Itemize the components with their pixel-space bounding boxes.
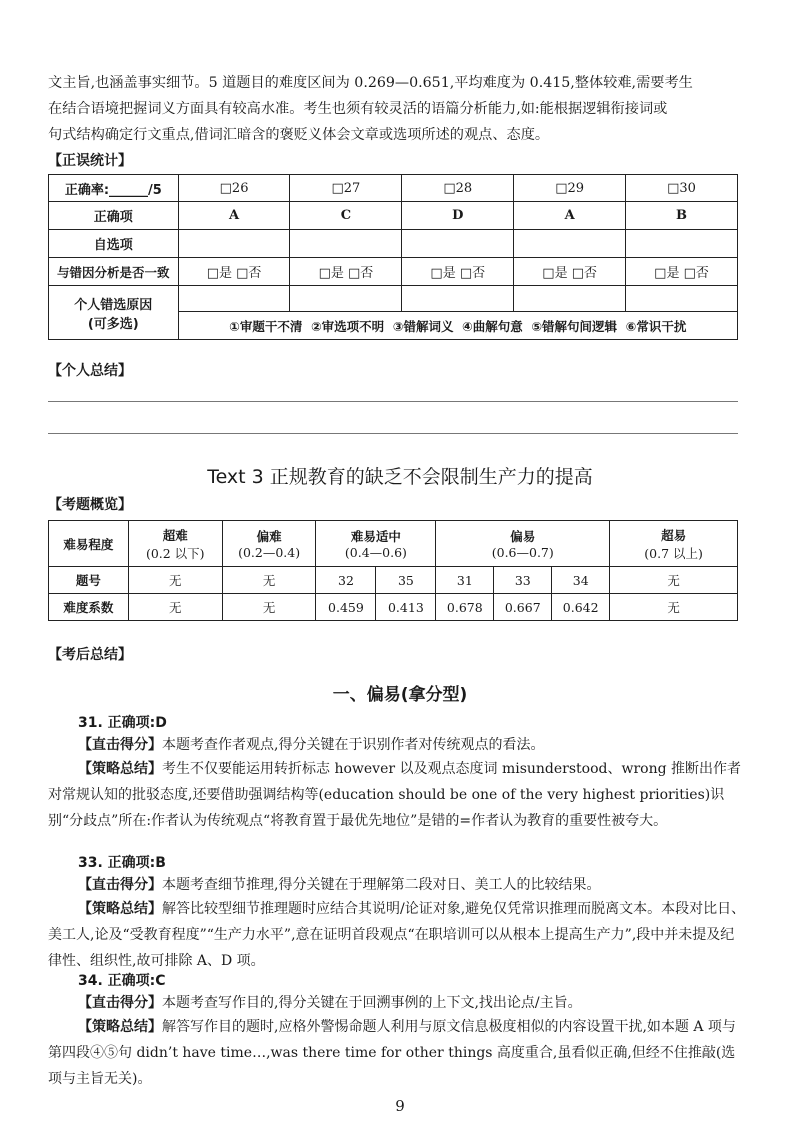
difficulty-coef: 无	[128, 594, 222, 621]
q33-score-text: 本题考查细节推理,得分关键在于理解第二段对日、美工人的比较结果。	[162, 877, 601, 893]
reason-options[interactable]: ①审题干不清 ②审选项不明 ③错解词义 ④曲解句意 ⑤错解句间逻辑 ⑥常识干扰	[178, 312, 737, 340]
reason-input-cell[interactable]	[626, 286, 738, 312]
yes-no-checkbox[interactable]: □是 □否	[514, 258, 626, 286]
overview-table	[48, 520, 738, 621]
q31-strategy	[48, 756, 748, 834]
correct-answer: C	[290, 202, 402, 230]
q31-heading: 31. 正确项:D	[78, 715, 167, 731]
q34-score	[48, 990, 748, 1016]
level-very-hard	[128, 521, 222, 567]
level-range: (0.2 以下)	[145, 545, 205, 561]
q31-score-text: 本题考查作者观点,得分关键在于识别作者对传统观点的看法。	[162, 737, 545, 753]
personal-summary-label: 【个人总结】	[48, 363, 132, 379]
accuracy-cell[interactable]: 正确率:______/5	[49, 175, 179, 202]
coef-row-label: 难度系数	[49, 594, 129, 621]
difficulty-coef: 0.642	[552, 594, 610, 621]
difficulty-coef: 0.678	[436, 594, 494, 621]
level-hard	[222, 521, 316, 567]
error-stats-table	[48, 174, 738, 340]
question-number: 32	[316, 567, 376, 594]
question-number: 无	[610, 567, 738, 594]
own-choice-cell[interactable]	[626, 230, 738, 258]
q34-heading: 34. 正确项:C	[78, 973, 166, 989]
reason-input-cell[interactable]	[290, 286, 402, 312]
own-choice-cell[interactable]	[514, 230, 626, 258]
level-range: (0.2—0.4)	[238, 545, 301, 560]
score-tag: 【直击得分】	[78, 877, 162, 893]
question-number: 35	[376, 567, 436, 594]
q33-strategy	[48, 896, 748, 974]
level-range: (0.7 以上)	[644, 545, 703, 561]
difficulty-coef: 0.413	[376, 594, 436, 621]
question-number: 34	[552, 567, 610, 594]
level-range: (0.4—0.6)	[344, 545, 407, 560]
correct-answer: D	[402, 202, 514, 230]
level-name: 偏难	[256, 529, 282, 544]
strategy-tag: 【策略总结】	[78, 1019, 162, 1035]
intro-paragraph	[48, 70, 748, 148]
difficulty-coef: 0.459	[316, 594, 376, 621]
yes-no-checkbox[interactable]: □是 □否	[626, 258, 738, 286]
q33-strategy-text: 解答比较型细节推理题时应结合其说明/论证对象,避免仅凭常识推理而脱离文本。本段对比日、美工人,论及“受教育程度”“生产力水平”,意在证明首段观点“在职培训可以从根本上提高生产力”,段中并未提及纪律性、组织性,故可排除 A、D 项。	[48, 901, 746, 969]
question-number: 无	[128, 567, 222, 594]
difficulty-coef: 无	[222, 594, 316, 621]
question-checkbox[interactable]: □28	[402, 175, 514, 202]
difficulty-coef: 无	[610, 594, 738, 621]
q34-strategy-text: 解答写作目的题时,应格外警惕命题人利用与原文信息极度相似的内容设置干扰,如本题 A 项与第四段④⑤句 didn’t have time…,was there time for other things 高度重合,虽看似正确,但经不住推敲(选项与主旨无关)。	[48, 1019, 736, 1087]
writing-line[interactable]	[48, 401, 738, 402]
reason-input-cell[interactable]	[402, 286, 514, 312]
question-number: 31	[436, 567, 494, 594]
reason-label: 个人错选原因	[74, 297, 153, 313]
yes-no-checkbox[interactable]: □是 □否	[178, 258, 290, 286]
level-medium	[316, 521, 436, 567]
number-row-label: 题号	[49, 567, 129, 594]
intro-line-3: 句式结构确定行文重点,借词汇暗含的褒贬义体会文章或选项所述的观点、态度。	[48, 127, 550, 143]
q31-strategy-text: 考生不仅要能运用转折标志 however 以及观点态度词 misunderstood、wrong 推断出作者对常规认知的批驳态度,还要借助强调结构等(education should be one of the very highest priorities)识别“分歧点”所在:作者认为传统观点“将教育置于最优先地位”是错的=作者认为教育的重要性被夸大。	[48, 761, 742, 829]
writing-line[interactable]	[48, 433, 738, 434]
correct-answer: A	[178, 202, 290, 230]
level-very-easy	[610, 521, 738, 567]
own-choice-cell[interactable]	[402, 230, 514, 258]
intro-line-2: 在结合语境把握词义方面具有较高水准。考生也须有较灵活的语篇分析能力,如:能根据逻辑衔接词或	[48, 101, 668, 117]
question-number: 无	[222, 567, 316, 594]
reason-label-cell	[49, 286, 179, 340]
reason-input-cell[interactable]	[514, 286, 626, 312]
yes-no-checkbox[interactable]: □是 □否	[290, 258, 402, 286]
difficulty-row-label: 难易程度	[49, 521, 129, 567]
overview-label: 【考题概览】	[48, 497, 132, 513]
question-checkbox[interactable]: □30	[626, 175, 738, 202]
own-choice-cell[interactable]	[290, 230, 402, 258]
question-checkbox[interactable]: □26	[178, 175, 290, 202]
own-choice-cell[interactable]	[178, 230, 290, 258]
q34-strategy	[48, 1014, 748, 1092]
text3-title: Text 3 正规教育的缺乏不会限制生产力的提高	[207, 466, 593, 488]
q33-heading: 33. 正确项:B	[78, 855, 166, 871]
page-number: 9	[395, 1097, 405, 1115]
reason-label-note: (可多选)	[87, 316, 139, 332]
strategy-tag: 【策略总结】	[78, 761, 162, 777]
difficulty-coef: 0.667	[494, 594, 552, 621]
correct-answer: A	[514, 202, 626, 230]
level-range: (0.6—0.7)	[491, 545, 554, 560]
question-checkbox[interactable]: □29	[514, 175, 626, 202]
after-summary-label: 【考后总结】	[48, 647, 132, 663]
reason-input-cell[interactable]	[178, 286, 290, 312]
correct-answer: B	[626, 202, 738, 230]
level-name: 超易	[661, 527, 687, 543]
question-number: 33	[494, 567, 552, 594]
strategy-tag: 【策略总结】	[78, 901, 162, 917]
question-checkbox[interactable]: □27	[290, 175, 402, 202]
score-tag: 【直击得分】	[78, 995, 162, 1011]
intro-line-1: 文主旨,也涵盖事实细节。5 道题目的难度区间为 0.269—0.651,平均难度为 0.415,整体较难,需要考生	[48, 75, 693, 91]
level-name: 偏易	[510, 529, 536, 544]
score-tag: 【直击得分】	[78, 737, 162, 753]
error-stats-label: 【正误统计】	[48, 153, 132, 169]
correct-label: 正确项	[49, 202, 179, 230]
level-easy	[436, 521, 610, 567]
analysis-label: 与错因分析是否一致	[49, 258, 179, 286]
yes-no-checkbox[interactable]: □是 □否	[402, 258, 514, 286]
level-name: 难易适中	[350, 529, 401, 544]
level-name: 超难	[162, 527, 188, 543]
own-choice-label: 自选项	[49, 230, 179, 258]
q33-score	[48, 872, 748, 898]
q34-score-text: 本题考查写作目的,得分关键在于回溯事例的上下文,找出论点/主旨。	[162, 995, 582, 1011]
q31-score	[48, 732, 748, 758]
section-title: 一、偏易(拿分型)	[332, 685, 468, 705]
